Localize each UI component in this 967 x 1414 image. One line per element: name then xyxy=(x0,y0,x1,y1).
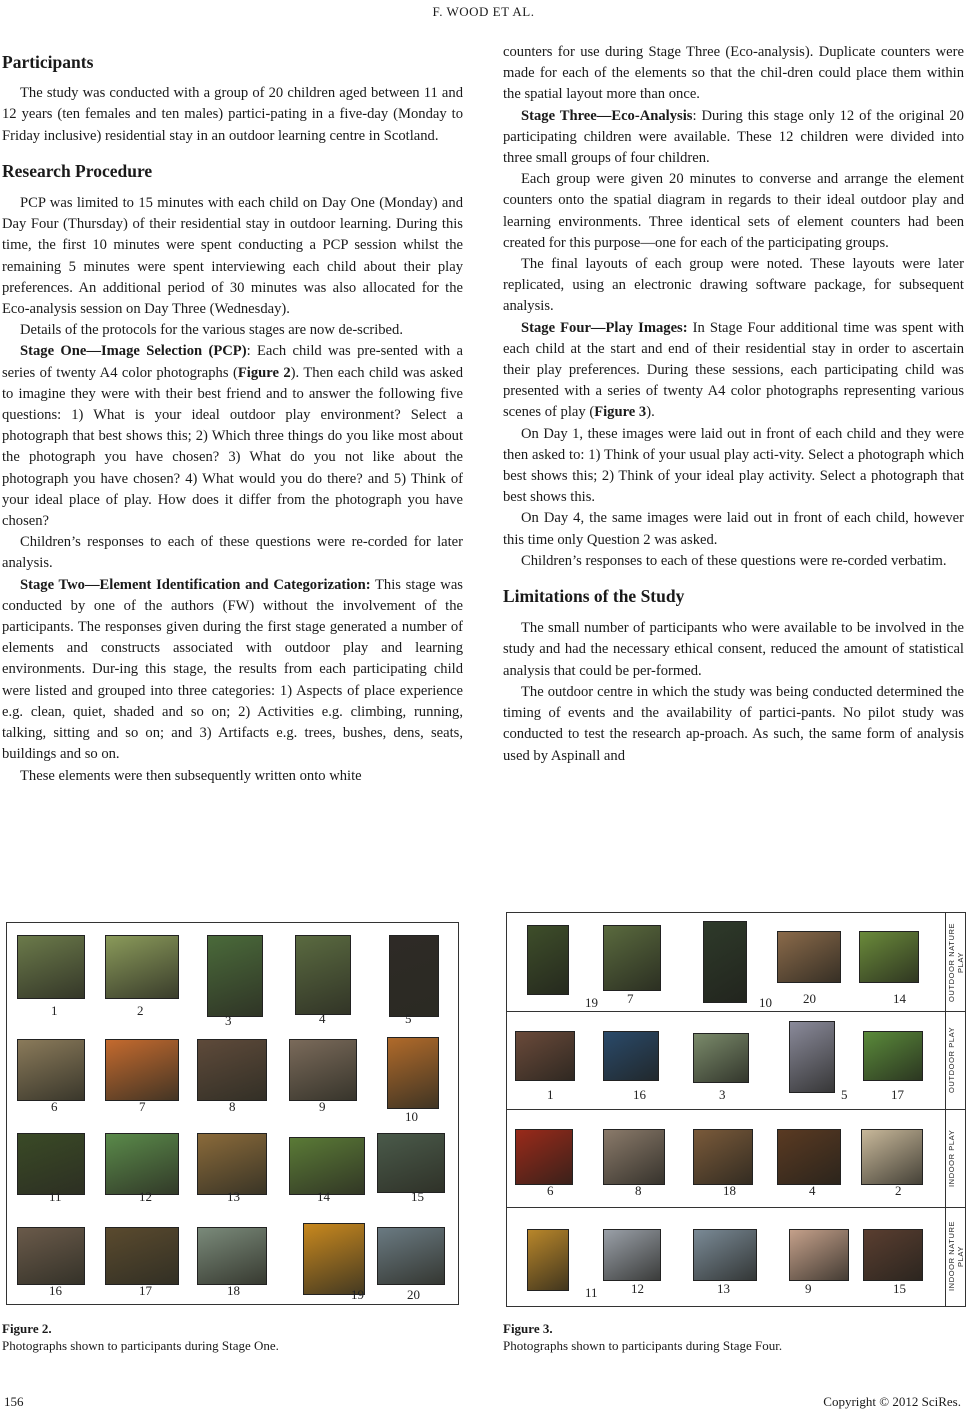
paragraph-stage-three xyxy=(503,106,964,170)
figure-3-band-label: INDOOR PLAY xyxy=(947,1129,956,1187)
figure-3-photo xyxy=(789,1229,849,1281)
figure-3-photo xyxy=(859,931,919,983)
figure-2-photo xyxy=(17,935,85,999)
figure-2-photo-label: 5 xyxy=(405,1011,412,1026)
figure-3-photo-label: 17 xyxy=(891,1087,904,1102)
paragraph: The small number of participants who were available to be involved in the study and had the necessary ethical consent, reduced the amount of statistical analysis that could be per-formed. xyxy=(503,620,964,679)
figure-2-photo xyxy=(197,1227,267,1285)
figure-2-photo xyxy=(17,1133,85,1195)
figure-3-photo xyxy=(527,925,569,995)
figure-2-photo xyxy=(105,1039,179,1101)
figure-3-photo xyxy=(603,1031,659,1081)
figure-2-caption xyxy=(2,1320,279,1354)
figure-2-photo-label: 20 xyxy=(407,1287,420,1302)
figure-3-photo-label: 6 xyxy=(547,1183,554,1198)
figure-3-photo xyxy=(693,1129,753,1185)
figure-3-photo-label: 8 xyxy=(635,1183,642,1198)
figure-3-photo xyxy=(777,1129,841,1185)
figure-2-photo-label: 4 xyxy=(319,1011,326,1026)
heading-research-procedure: Research Procedure xyxy=(2,160,153,181)
figure-3-photo xyxy=(527,1229,569,1291)
figure-3-caption xyxy=(503,1320,782,1354)
figure-2-photo xyxy=(295,935,351,1015)
figure-3-photo-label: 16 xyxy=(633,1087,646,1102)
paragraph: The final layouts of each group were noted. These layouts were later replicated, using an electronic drawing software package, for subsequent analysis. xyxy=(503,256,964,315)
figure-3-band-divider xyxy=(507,1011,965,1012)
paragraph: Children’s responses to each of these questions were re-corded verbatim. xyxy=(521,552,947,569)
figure-2-photo-label: 17 xyxy=(139,1283,152,1298)
paragraph: The outdoor centre in which the study was being conducted determined the timing of events and the availability of partici-pants. No pilot study was conducted to test the research ap-proach. As such, the same form of analysis used by Aspinall and xyxy=(503,683,964,764)
figure-3-band-divider xyxy=(507,1207,965,1208)
figure-3-photo-label: 9 xyxy=(805,1281,812,1296)
figure-2-photo-label: 11 xyxy=(49,1189,62,1204)
figure-2-photo xyxy=(105,1227,179,1285)
paragraph: PCP was limited to 15 minutes with each child on Day One (Monday) and Day Four (Thursday) of their residential stay in outdoor learning. During this time, the first 10 minutes were spent conducting a PCP session whilst the remaining 5 minutes were spent interviewing each child about their play preferences. An additional period of 30 minutes was also allocated for the Eco-analysis session on Day Three (Wednesday). xyxy=(2,195,463,318)
figure-3-photo xyxy=(789,1021,835,1093)
figure-3-photo-label: 10 xyxy=(759,995,772,1010)
text: ). Then each child was asked to imagine they were with their best friend and to answer the following five questions: 1) What is your ideal outdoor play environment? Select a photograph that best shows this; 2) Which three things do you like most about the photograph you have chosen? 3) What do you not like about the photograph you have chosen? 4) What would you do there? and 5) Think of your ideal place of play. How does it differ from the photograph you have chosen? xyxy=(2,364,463,530)
figure-2-photo-label: 9 xyxy=(319,1099,326,1114)
figure-2-photo xyxy=(387,1037,439,1109)
figure-3-photo-label: 19 xyxy=(585,995,598,1010)
running-head: F. WOOD ET AL. xyxy=(432,4,535,19)
figure-3-photo xyxy=(515,1129,573,1185)
figure-3-band-label: INDOOR NATURE PLAY xyxy=(947,1220,965,1292)
figure-3-photo-label: 2 xyxy=(895,1183,902,1198)
figure-3-label-divider xyxy=(945,913,946,1306)
figure-3-photo xyxy=(603,1229,661,1281)
figure-2-photo-label: 8 xyxy=(229,1099,236,1114)
figure-3-photo-label: 5 xyxy=(841,1087,848,1102)
figure-3-panel xyxy=(506,912,966,1307)
figure-3-photo-label: 13 xyxy=(717,1281,730,1296)
figure-2-photo-label: 16 xyxy=(49,1283,62,1298)
stage-four-lead: Stage Four—Play Images: xyxy=(521,319,688,336)
figure-2-photo xyxy=(197,1133,267,1195)
figure-2-photo xyxy=(17,1227,85,1285)
copyright: Copyright © 2012 SciRes. xyxy=(823,1394,961,1409)
figure-2-photo xyxy=(303,1223,365,1295)
paragraph-stage-one xyxy=(2,341,463,532)
figure-2-photo xyxy=(389,935,439,1017)
figure-2-photo xyxy=(377,1133,445,1193)
figure-3-photo-label: 7 xyxy=(627,991,634,1006)
paragraph: These elements were then subsequently written onto white xyxy=(20,767,362,784)
paragraph: Details of the protocols for the various stages are now de-scribed. xyxy=(20,322,403,339)
figure-2-photo-label: 14 xyxy=(317,1189,330,1204)
figure-2-photo xyxy=(289,1039,357,1101)
figure-3-photo xyxy=(863,1229,923,1281)
right-column xyxy=(503,42,964,767)
figure-2-photo xyxy=(105,1133,179,1195)
figure-3-photo-label: 18 xyxy=(723,1183,736,1198)
figure-2-photo-label: 12 xyxy=(139,1189,152,1204)
stage-three-lead: Stage Three—Eco-Analysis xyxy=(521,107,693,124)
figure-2-panel xyxy=(6,922,459,1305)
figure-2-title: Figure 2. xyxy=(2,1321,52,1336)
figure-3-photo-label: 1 xyxy=(547,1087,554,1102)
figure-3-photo xyxy=(861,1129,923,1185)
figure-2-photo-label: 13 xyxy=(227,1189,240,1204)
figure-2-ref: Figure 2 xyxy=(237,364,291,381)
figure-3-photo xyxy=(515,1031,575,1081)
figure-3-photo-label: 3 xyxy=(719,1087,726,1102)
text: In Stage Four additional time was spent with each child at the start and end of their residential stay in order to ascertain their play preferences. During these sessions, each participating child was presented with a series of twenty A4 color photographs representing various scenes of play ( xyxy=(503,319,964,421)
heading-limitations: Limitations of the Study xyxy=(503,586,685,607)
figure-3-photo xyxy=(693,1229,757,1281)
page-number: 156 xyxy=(4,1394,24,1409)
text: ). xyxy=(646,404,655,421)
paragraph: On Day 4, the same images were laid out in front of each child, however this time only Question 2 was asked. xyxy=(503,510,964,548)
paragraph: On Day 1, these images were laid out in front of each child and they were then asked to: 1) Think of your usual play acti-vity. Select a photograph which best shows this; 2) Think of your ideal play activity. Select a photograph that best shows this. xyxy=(503,425,964,506)
figure-3-band-label: OUTDOOR PLAY xyxy=(947,1026,956,1094)
figure-2-photo-label: 1 xyxy=(51,1003,58,1018)
text: This stage was conducted by one of the authors (FW) without the involvement of the participants. The responses given during the first stage generated a number of elements and constructs associated with outdoor play and learning environments. Dur-ing this stage, the results from each participating child were listed and grouped into three categories: 1) Aspects of place experience e.g. clean, quiet, shaded and so on; 2) Activities e.g. climbing, running, talking, sitting and so on; and 3) Artifacts e.g. trees, bushes, dens, seats, buildings and so on. xyxy=(2,576,463,763)
figure-2-photo-label: 15 xyxy=(411,1189,424,1204)
paragraph-stage-four xyxy=(503,318,964,424)
figure-2-photo-label: 6 xyxy=(51,1099,58,1114)
paragraph: counters for use during Stage Three (Eco-analysis). Duplicate counters were made for each of the elements so that the chil-dren could place them within the spatial layout more than once. xyxy=(503,44,964,103)
figure-3-photo-label: 12 xyxy=(631,1281,644,1296)
paragraph: The study was conducted with a group of 20 children aged between 11 and 12 years (ten females and ten males) partici-pating in a five-day (Monday to Friday inclusive) residential stay in an outdoor learning centre in Scotland. xyxy=(2,85,463,144)
figure-3-photo-label: 14 xyxy=(893,991,906,1006)
figure-3-photo xyxy=(603,1129,665,1185)
heading-participants: Participants xyxy=(2,52,94,72)
figure-3-photo xyxy=(777,931,841,983)
figure-2-photo-label: 19 xyxy=(351,1287,364,1302)
figure-2-photo xyxy=(289,1137,365,1195)
figure-3-photo-label: 11 xyxy=(585,1285,598,1300)
figure-2-photo xyxy=(207,935,263,1017)
figure-2-photo-label: 10 xyxy=(405,1109,418,1124)
figure-3-photo xyxy=(693,1033,749,1083)
figure-2-photo-label: 3 xyxy=(225,1013,232,1028)
figure-3-caption-text: Photographs shown to participants during Stage Four. xyxy=(503,1338,783,1353)
figure-2-photo xyxy=(197,1039,267,1101)
figure-3-photo-label: 20 xyxy=(803,991,816,1006)
text: : Each child was pre-sented with a series of twenty A4 color photographs ( xyxy=(2,343,463,381)
figure-3-photo xyxy=(703,921,747,1003)
figure-2-photo xyxy=(17,1039,85,1101)
figure-3-photo-label: 4 xyxy=(809,1183,816,1198)
stage-two-lead: Stage Two—Element Identification and Categorization: xyxy=(20,576,371,593)
figure-3-band-label: OUTDOOR NATURE PLAY xyxy=(947,922,965,1002)
paragraph-stage-two xyxy=(2,575,463,766)
figure-2-photo-label: 18 xyxy=(227,1283,240,1298)
text: : During this stage only 12 of the original 20 participating children were available. These 12 children were divided into three small groups of four children. xyxy=(503,107,964,167)
figure-3-photo xyxy=(863,1031,923,1081)
figure-2-photo xyxy=(377,1227,445,1285)
figure-3-photo-label: 15 xyxy=(893,1281,906,1296)
paragraph: Children’s responses to each of these questions were re-corded for later analysis. xyxy=(2,534,463,572)
figure-3-title: Figure 3. xyxy=(503,1321,553,1336)
figure-3-ref: Figure 3 xyxy=(594,404,647,421)
left-column xyxy=(2,42,463,787)
stage-one-lead: Stage One—Image Selection (PCP) xyxy=(20,343,247,360)
figure-2-photo-label: 7 xyxy=(139,1099,146,1114)
figure-3-photo xyxy=(603,925,661,991)
figure-3-band-divider xyxy=(507,1109,965,1110)
figure-2-caption-text: Photographs shown to participants during Stage One. xyxy=(2,1338,279,1353)
paragraph: Each group were given 20 minutes to converse and arrange the element counters onto the spatial diagram in regards to their ideal outdoor play and learning environments. Three identical sets of element counters had been created for this purpose—one for each of the participating groups. xyxy=(503,171,964,251)
figure-2-photo-label: 2 xyxy=(137,1003,144,1018)
figure-2-photo xyxy=(105,935,179,999)
